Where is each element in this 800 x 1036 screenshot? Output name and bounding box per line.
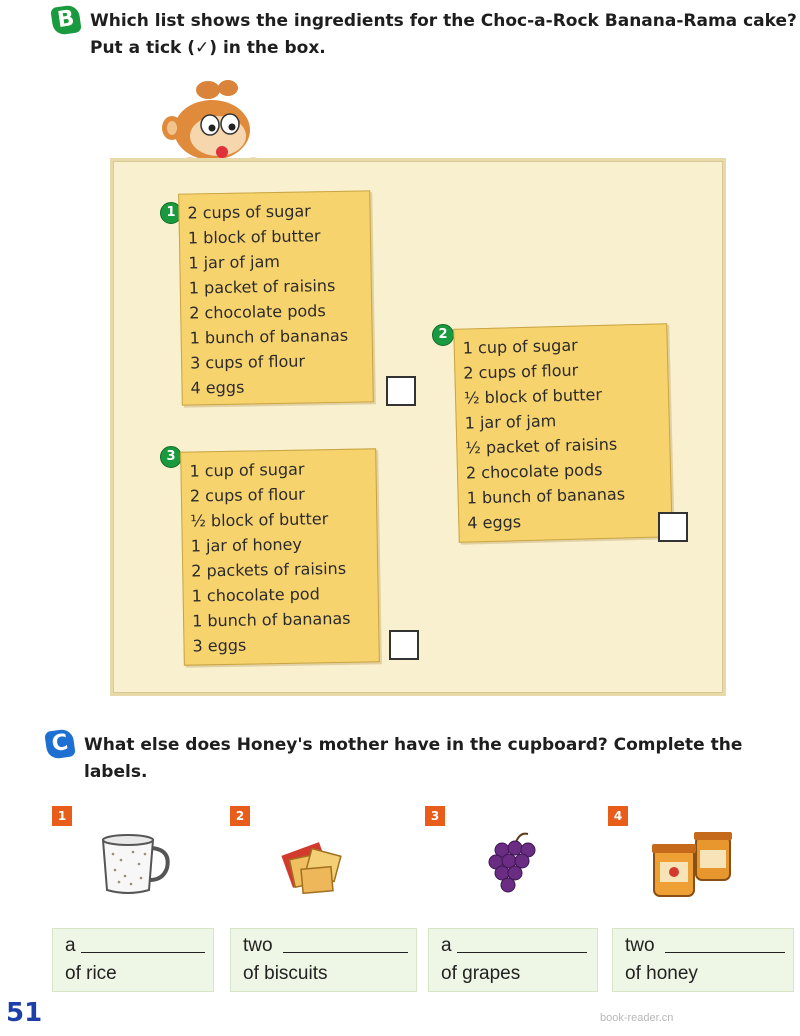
list-2-number: 2 [432, 324, 454, 346]
label-grapes [428, 928, 598, 992]
label-honey [612, 928, 794, 992]
list-item: 1 bunch of bananas [189, 325, 349, 348]
ingredient-list-2 [453, 323, 673, 543]
label-4-number: 4 [608, 806, 628, 826]
answer-line-3[interactable] [457, 952, 587, 953]
tick-box-2[interactable] [658, 512, 688, 542]
list-item: 4 eggs [190, 377, 245, 398]
label-2-second-word: of biscuits [243, 963, 328, 984]
section-b-question [90, 8, 797, 62]
label-4-first-word: two [625, 935, 655, 956]
list-item: ½ block of butter [463, 384, 603, 408]
list-item: 2 cups of flour [189, 484, 305, 506]
grapes-icon [476, 830, 546, 900]
list-item: 1 jar of jam [188, 251, 281, 273]
label-2-number: 2 [230, 806, 250, 826]
label-1-first-word: a [65, 935, 76, 956]
section-c-icon: C [44, 728, 76, 760]
list-item: ½ block of butter [190, 509, 329, 531]
list-item: 1 packet of raisins [188, 275, 336, 298]
label-3-second-word: of grapes [441, 963, 521, 984]
answer-line-1[interactable] [81, 952, 205, 953]
label-1-number: 1 [52, 806, 72, 826]
ingredient-list-3 [180, 448, 380, 665]
list-item: 2 cups of sugar [187, 201, 311, 223]
list-item: 3 eggs [192, 635, 247, 656]
honey-jars-icon [648, 828, 738, 900]
list-item: 1 bunch of bananas [191, 608, 351, 631]
list-item: 2 packets of raisins [191, 558, 347, 581]
list-1-number: 1 [160, 202, 182, 224]
section-b-question-line2: Put a tick (✓) in the box. [90, 38, 326, 58]
list-item: 1 cup of sugar [189, 459, 305, 481]
label-3-number: 3 [425, 806, 445, 826]
section-b-question-line1: Which list shows the ingredients for the Choc-a-Rock Banana-Rama cake? [90, 11, 797, 31]
label-4-second-word: of honey [625, 963, 698, 984]
list-item: 2 cups of flour [463, 360, 579, 383]
list-item: 1 cup of sugar [462, 335, 578, 358]
list-item: 4 eggs [467, 512, 522, 533]
list-item: 2 chocolate pods [465, 459, 603, 483]
section-b-icon: B [50, 4, 82, 36]
answer-line-2[interactable] [283, 952, 408, 953]
list-item: 1 block of butter [187, 226, 321, 248]
label-rice [52, 928, 214, 992]
label-biscuits [230, 928, 417, 992]
tick-box-1[interactable] [386, 376, 416, 406]
list-3-number: 3 [160, 446, 182, 468]
list-item: 1 jar of jam [464, 411, 557, 433]
tick-box-3[interactable] [389, 630, 419, 660]
label-1-second-word: of rice [65, 963, 117, 984]
label-3-first-word: a [441, 935, 452, 956]
list-item: 2 chocolate pods [189, 301, 326, 323]
list-item: 3 cups of flour [189, 351, 306, 373]
list-item: 1 jar of honey [190, 534, 303, 556]
page-number: 51 [6, 998, 43, 1028]
list-item: ½ packet of raisins [465, 434, 618, 458]
ingredient-list-1 [178, 190, 374, 405]
list-item: 1 bunch of bananas [466, 484, 626, 508]
list-item: 1 chocolate pod [191, 584, 320, 606]
label-2-first-word: two [243, 935, 273, 956]
answer-line-4[interactable] [665, 952, 785, 953]
biscuits-icon [278, 838, 348, 898]
measuring-jug-icon [95, 832, 175, 896]
section-c-question: What else does Honey's mother have in the cupboard? Complete the labels. [84, 735, 743, 782]
monkey-mascot-icon [150, 70, 280, 170]
watermark: book-reader.cn [600, 1012, 674, 1024]
